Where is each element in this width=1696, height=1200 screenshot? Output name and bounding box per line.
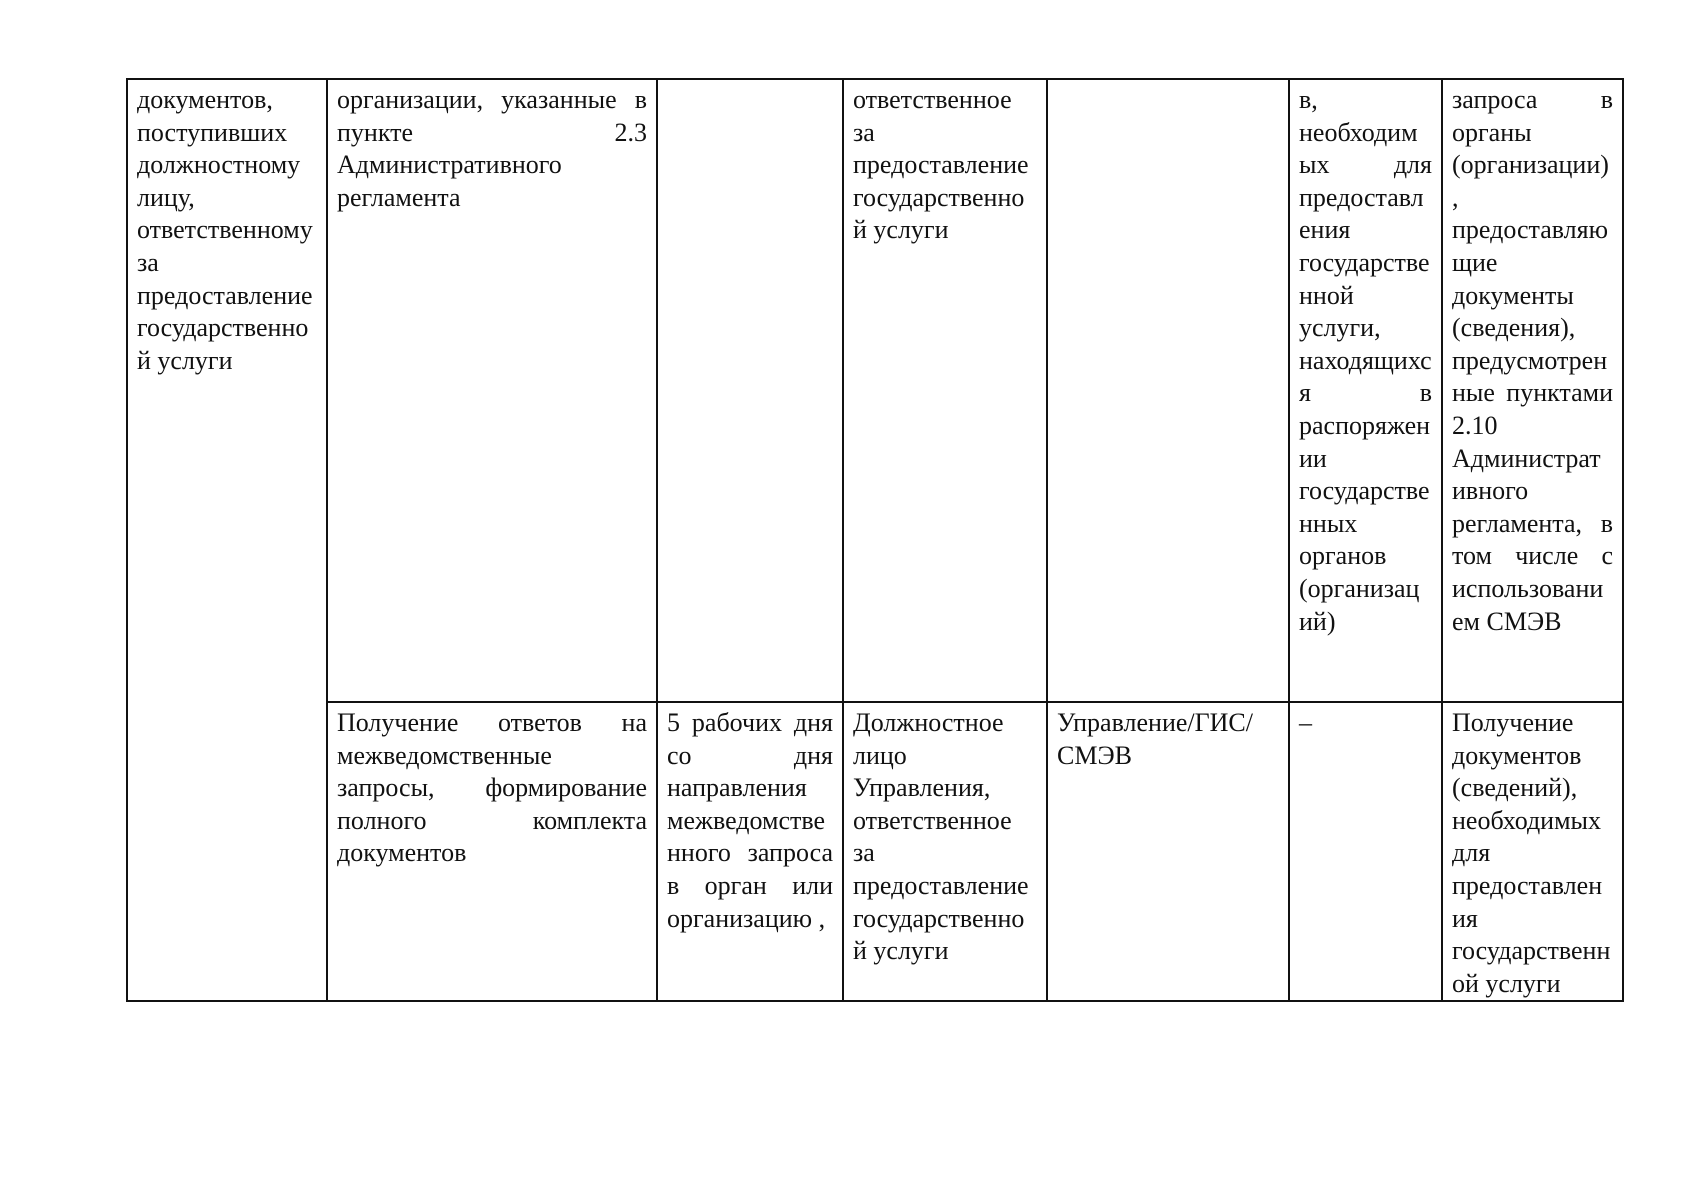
table-cell-term <box>657 79 843 702</box>
table-cell-result <box>1442 702 1623 1001</box>
table-row <box>127 79 1623 702</box>
cell-text: – <box>1299 708 1312 737</box>
table-cell-result <box>1442 79 1623 702</box>
table-cell-criteria <box>1289 702 1442 1001</box>
table-cell-basis <box>127 79 327 1001</box>
table-cell-place <box>1047 79 1289 702</box>
table-cell-action <box>327 702 657 1001</box>
table-row <box>127 702 1623 1001</box>
cell-text: Получение ответов на межведомственные запросы, формирование полного комплекта документов <box>337 708 647 868</box>
cell-text: в, необходимых для предоставления государственной услуги, находящихся в распоряжении государственных органов (организаций) <box>1299 85 1432 636</box>
cell-text: документов, поступивших должностному лицу, ответственному за предоставление государственной услуги <box>137 85 313 375</box>
table-cell-criteria <box>1289 79 1442 702</box>
table-cell-responsible <box>843 702 1047 1001</box>
cell-text: запроса в органы (организации), предоставляющие документы (сведения), предусмотренные пунктами 2.10 Административного регламента, в том числе с использованием СМЭВ <box>1452 85 1613 636</box>
table-cell-place <box>1047 702 1289 1001</box>
cell-text: Должностное лицо Управления, ответственное за предоставление государственной услуги <box>853 708 1029 966</box>
cell-text: 5 рабочих дня со дня направления межведомственного запроса в орган или организацию , <box>667 708 833 933</box>
cell-text: Получение документов (сведений), необходимых для предоставления государственной услуги <box>1452 708 1611 998</box>
cell-text: ответственное за предоставление государственной услуги <box>853 85 1029 245</box>
procedure-table <box>126 78 1624 1002</box>
table-cell-responsible <box>843 79 1047 702</box>
table-cell-action <box>327 79 657 702</box>
table-cell-term <box>657 702 843 1001</box>
cell-text: организации, указанные в пункте 2.3 Административного регламента <box>337 85 647 212</box>
cell-text: Управление/ГИС/ СМЭВ <box>1057 708 1253 770</box>
